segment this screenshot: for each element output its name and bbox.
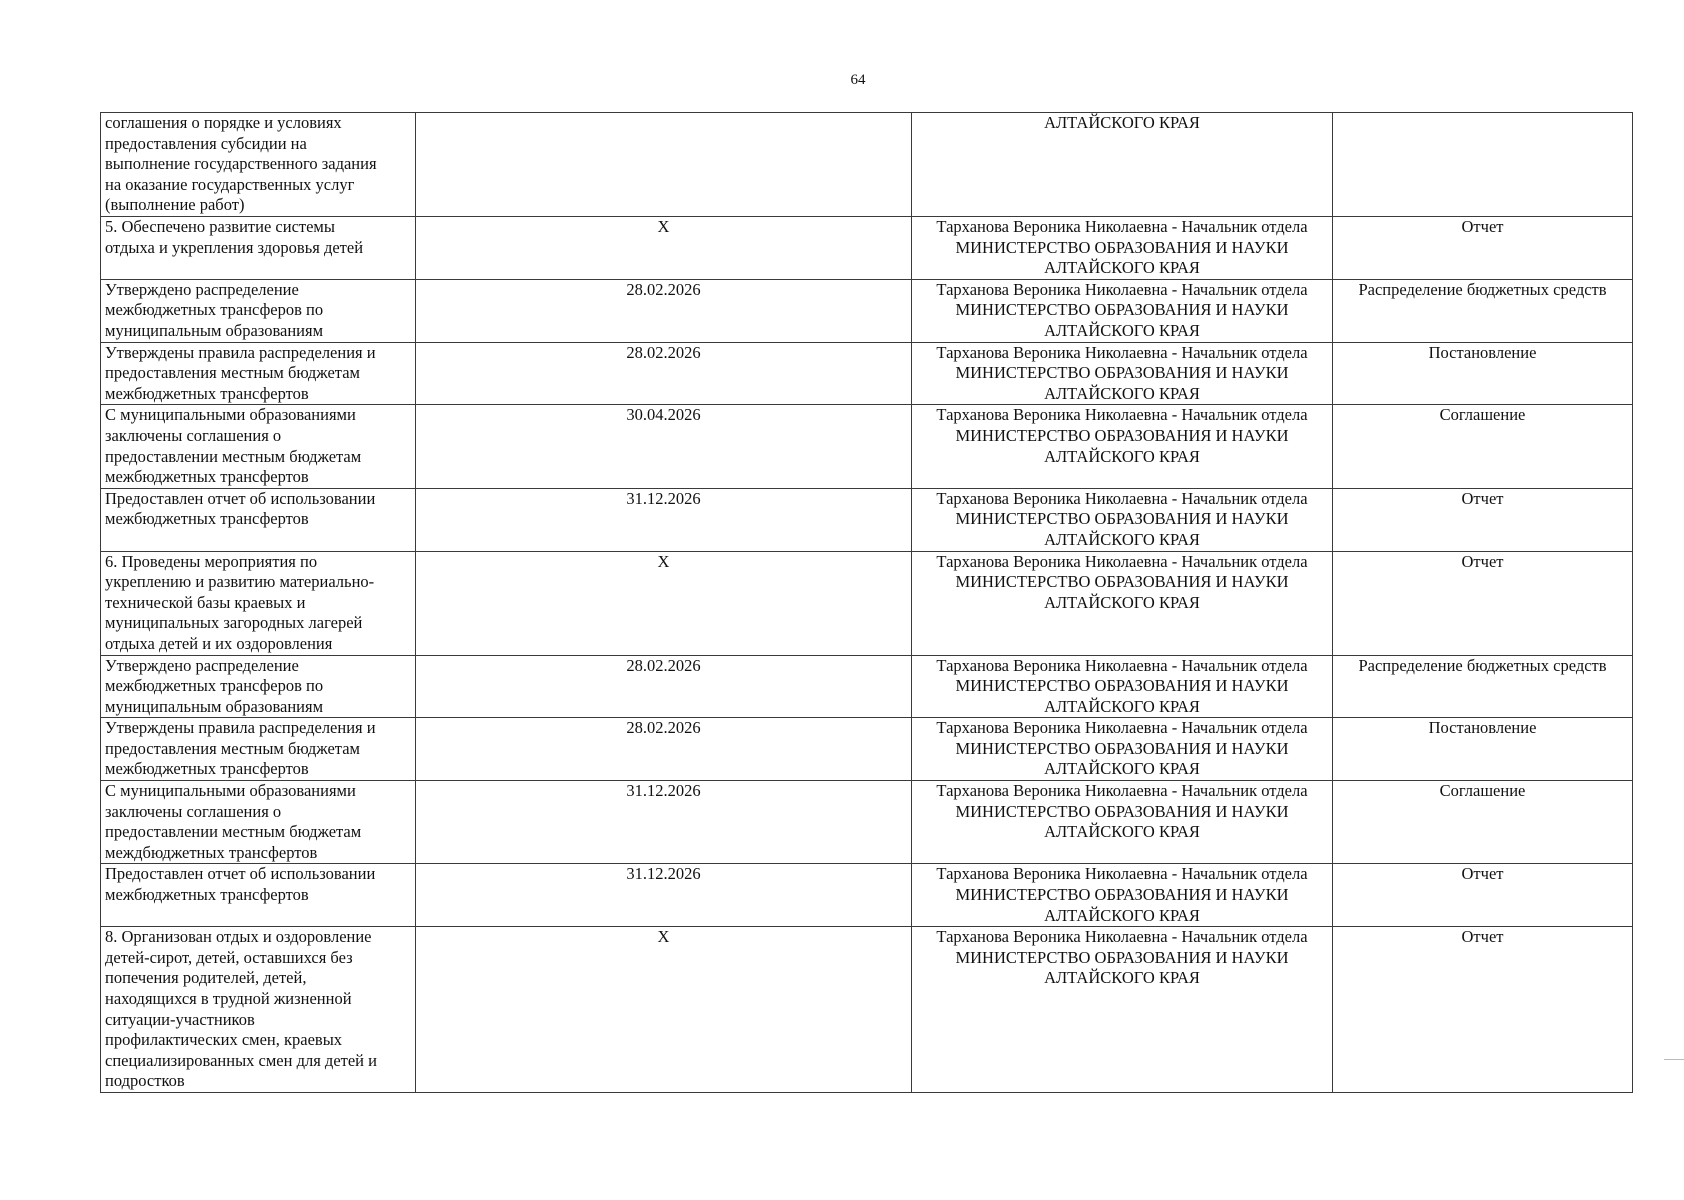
activity-name-line: муниципальным образованиям [105, 696, 324, 716]
responsible-line: МИНИСТЕРСТВО ОБРАЗОВАНИЯ И НАУКИ [955, 572, 1289, 592]
responsible-line: МИНИСТЕРСТВО ОБРАЗОВАНИЯ И НАУКИ [955, 237, 1289, 257]
document-type-cell [1333, 342, 1633, 405]
table-row [101, 405, 1633, 488]
responsible-line: МИНИСТЕРСТВО ОБРАЗОВАНИЯ И НАУКИ [955, 801, 1289, 821]
document-type-value: Соглашение [1439, 405, 1526, 425]
responsible-line: АЛТАЙСКОГО КРАЯ [1044, 759, 1200, 779]
responsible-cell [912, 279, 1333, 342]
responsible-line: МИНИСТЕРСТВО ОБРАЗОВАНИЯ И НАУКИ [955, 885, 1289, 905]
activity-name-line: межбюджетных трансфертов [105, 509, 309, 529]
deadline-cell [416, 781, 912, 864]
responsible-line: АЛТАЙСКОГО КРАЯ [1044, 446, 1200, 466]
document-type-value: Отчет [1461, 488, 1504, 508]
document-type-cell [1333, 781, 1633, 864]
deadline-value: 31.12.2026 [626, 864, 701, 884]
deadline-value: 31.12.2026 [626, 781, 701, 801]
activity-name-line: находящихся в трудной жизненной [105, 989, 352, 1008]
document-type-value: Распределение бюджетных средств [1358, 279, 1607, 299]
activity-name-line: технической базы краевых и [105, 592, 306, 612]
activity-name-cell [101, 655, 416, 718]
document-type-value: Отчет [1461, 551, 1504, 571]
activity-name-line: Утверждено распределение [105, 655, 299, 675]
activity-name-line: предоставления субсидии на [105, 133, 307, 153]
responsible-line: Тарханова Вероника Николаевна - Начальник отдела [936, 217, 1308, 236]
responsible-line: Тарханова Вероника Николаевна - Начальник отдела [936, 655, 1308, 675]
deadline-value: X [657, 551, 670, 571]
deadline-cell [416, 113, 912, 217]
responsible-line: АЛТАЙСКОГО КРАЯ [1044, 822, 1200, 842]
activity-name-line: межбюджетных трансферов по [105, 300, 324, 320]
activity-name-line: муниципальным образованиям [105, 320, 324, 340]
activity-name-line: профилактических смен, краевых [105, 1030, 343, 1050]
table-row [101, 217, 1633, 280]
activity-name-line: укреплению и развитию материально- [105, 572, 375, 592]
activity-name-line: выполнение государственного задания [105, 154, 377, 174]
activity-name-cell [101, 279, 416, 342]
activity-name-line: отдыха детей и их оздоровления [105, 633, 333, 653]
deadline-cell [416, 718, 912, 781]
activity-name-line: заключены соглашения о [105, 425, 282, 445]
responsible-line: АЛТАЙСКОГО КРАЯ [1044, 113, 1200, 132]
activity-name-line: муниципальных загородных лагерей [105, 613, 363, 633]
activity-name-line: межбюджетных трансфертов [105, 467, 309, 487]
document-type-value: Распределение бюджетных средств [1358, 655, 1607, 675]
document-type-value: Постановление [1428, 718, 1537, 738]
document-type-cell [1333, 405, 1633, 488]
activity-name-line: предоставления местным бюджетам [105, 363, 360, 383]
activity-name-line: Предоставлен отчет об использовании [105, 488, 376, 508]
table-row [101, 781, 1633, 864]
deadline-cell [416, 217, 912, 280]
responsible-line: МИНИСТЕРСТВО ОБРАЗОВАНИЯ И НАУКИ [955, 425, 1289, 445]
activity-name-line: С муниципальными образованиями [105, 781, 356, 801]
responsible-line: АЛТАЙСКОГО КРАЯ [1044, 968, 1200, 988]
activity-name-line: 8. Организован отдых и оздоровление [105, 927, 372, 947]
activity-name-cell [101, 718, 416, 781]
table-row [101, 718, 1633, 781]
responsible-line: Тарханова Вероника Николаевна - Начальник отдела [936, 718, 1308, 738]
deadline-cell [416, 279, 912, 342]
document-type-value: Соглашение [1439, 781, 1526, 801]
activity-name-line: предоставления местным бюджетам [105, 738, 360, 758]
responsible-line: МИНИСТЕРСТВО ОБРАЗОВАНИЯ И НАУКИ [955, 676, 1289, 696]
activity-name-cell [101, 781, 416, 864]
plan-table-body [101, 113, 1633, 1093]
deadline-cell [416, 342, 912, 405]
document-type-value: Постановление [1428, 342, 1537, 362]
table-row [101, 927, 1633, 1093]
document-type-value: Отчет [1461, 217, 1504, 236]
deadline-cell [416, 655, 912, 718]
table-row [101, 864, 1633, 927]
deadline-value: 28.02.2026 [626, 342, 701, 362]
responsible-line: Тарханова Вероника Николаевна - Начальник отдела [936, 551, 1308, 571]
activity-name-line: межбюджетных трансфертов [105, 885, 309, 905]
table-row [101, 551, 1633, 655]
activity-name-cell [101, 488, 416, 551]
activity-name-cell [101, 405, 416, 488]
activity-name-line: отдыха и укрепления здоровья детей [105, 237, 364, 257]
responsible-line: Тарханова Вероника Николаевна - Начальник отдела [936, 279, 1308, 299]
activity-name-line: (выполнение работ) [105, 195, 245, 215]
activity-name-line: Утверждено распределение [105, 279, 299, 299]
responsible-line: АЛТАЙСКОГО КРАЯ [1044, 592, 1200, 612]
activity-name-line: детей-сирот, детей, оставшихся без [105, 947, 353, 967]
responsible-line: Тарханова Вероника Николаевна - Начальник отдела [936, 864, 1308, 884]
responsible-line: МИНИСТЕРСТВО ОБРАЗОВАНИЯ И НАУКИ [955, 947, 1289, 967]
activity-name-line: попечения родителей, детей, [105, 968, 307, 988]
responsible-cell [912, 781, 1333, 864]
responsible-line: АЛТАЙСКОГО КРАЯ [1044, 905, 1200, 925]
responsible-line: Тарханова Вероника Николаевна - Начальник отдела [936, 927, 1308, 947]
deadline-value: X [657, 927, 670, 947]
table-row [101, 113, 1633, 217]
responsible-cell [912, 655, 1333, 718]
responsible-line: МИНИСТЕРСТВО ОБРАЗОВАНИЯ И НАУКИ [955, 363, 1289, 383]
deadline-value: 28.02.2026 [626, 655, 701, 675]
responsible-cell [912, 551, 1333, 655]
document-type-cell [1333, 718, 1633, 781]
responsible-line: Тарханова Вероника Николаевна - Начальник отдела [936, 488, 1308, 508]
responsible-cell [912, 113, 1333, 217]
deadline-value: X [657, 217, 670, 236]
responsible-line: Тарханова Вероника Николаевна - Начальник отдела [936, 342, 1308, 362]
deadline-cell [416, 927, 912, 1093]
document-type-cell [1333, 113, 1633, 217]
page-number: 64 [850, 72, 866, 88]
document-type-value: Отчет [1461, 927, 1504, 947]
activity-name-cell [101, 342, 416, 405]
responsible-line: АЛТАЙСКОГО КРАЯ [1044, 258, 1200, 278]
activity-name-line: Предоставлен отчет об использовании [105, 864, 376, 884]
responsible-line: Тарханова Вероника Николаевна - Начальник отдела [936, 781, 1308, 801]
activity-name-line: соглашения о порядке и условиях [105, 113, 342, 132]
table-row [101, 342, 1633, 405]
scan-mark [1664, 1059, 1684, 1060]
document-type-cell [1333, 279, 1633, 342]
responsible-cell [912, 927, 1333, 1093]
document-type-cell [1333, 864, 1633, 927]
table-row [101, 279, 1633, 342]
responsible-cell [912, 718, 1333, 781]
document-type-value: Отчет [1461, 864, 1504, 884]
deadline-cell [416, 864, 912, 927]
responsible-line: Тарханова Вероника Николаевна - Начальник отдела [936, 405, 1308, 425]
deadline-value: 28.02.2026 [626, 718, 701, 738]
responsible-cell [912, 217, 1333, 280]
responsible-line: АЛТАЙСКОГО КРАЯ [1044, 696, 1200, 716]
deadline-cell [416, 551, 912, 655]
activity-name-line: междбюджетных трансфертов [105, 842, 318, 862]
activity-name-line: Утверждены правила распределения и [105, 342, 376, 362]
activity-name-cell [101, 864, 416, 927]
responsible-cell [912, 342, 1333, 405]
activity-name-line: 5. Обеспечено развитие системы [105, 217, 335, 236]
activity-name-cell [101, 113, 416, 217]
document-type-cell [1333, 488, 1633, 551]
activity-name-line: ситуации-участников [105, 1009, 255, 1029]
activity-name-line: межбюджетных трансфертов [105, 383, 309, 403]
activity-name-line: заключены соглашения о [105, 801, 282, 821]
activity-name-line: подростков [105, 1071, 185, 1091]
activity-name-line: предоставлении местным бюджетам [105, 446, 362, 466]
activity-name-line: Утверждены правила распределения и [105, 718, 376, 738]
document-type-cell [1333, 655, 1633, 718]
table-row [101, 655, 1633, 718]
responsible-line: МИНИСТЕРСТВО ОБРАЗОВАНИЯ И НАУКИ [955, 738, 1289, 758]
document-type-cell [1333, 927, 1633, 1093]
responsible-line: МИНИСТЕРСТВО ОБРАЗОВАНИЯ И НАУКИ [955, 509, 1289, 529]
activity-name-cell [101, 927, 416, 1093]
activity-name-line: предоставлении местным бюджетам [105, 822, 362, 842]
activity-name-line: специализированных смен для детей и [105, 1050, 377, 1070]
activity-name-line: на оказание государственных услуг [105, 174, 355, 194]
deadline-cell [416, 488, 912, 551]
document-type-cell [1333, 217, 1633, 280]
responsible-line: МИНИСТЕРСТВО ОБРАЗОВАНИЯ И НАУКИ [955, 300, 1289, 320]
plan-table [100, 112, 1633, 1093]
activity-name-line: 6. Проведены мероприятия по [105, 551, 318, 571]
table-row [101, 488, 1633, 551]
deadline-value: 28.02.2026 [626, 279, 701, 299]
deadline-value: 30.04.2026 [626, 405, 701, 425]
responsible-cell [912, 405, 1333, 488]
responsible-line: АЛТАЙСКОГО КРАЯ [1044, 383, 1200, 403]
document-type-cell [1333, 551, 1633, 655]
activity-name-cell [101, 551, 416, 655]
activity-name-cell [101, 217, 416, 280]
responsible-line: АЛТАЙСКОГО КРАЯ [1044, 529, 1200, 549]
deadline-value: 31.12.2026 [626, 488, 701, 508]
activity-name-line: С муниципальными образованиями [105, 405, 356, 425]
activity-name-line: межбюджетных трансфертов [105, 759, 309, 779]
responsible-cell [912, 864, 1333, 927]
activity-name-line: межбюджетных трансферов по [105, 676, 324, 696]
responsible-line: АЛТАЙСКОГО КРАЯ [1044, 320, 1200, 340]
deadline-cell [416, 405, 912, 488]
responsible-cell [912, 488, 1333, 551]
